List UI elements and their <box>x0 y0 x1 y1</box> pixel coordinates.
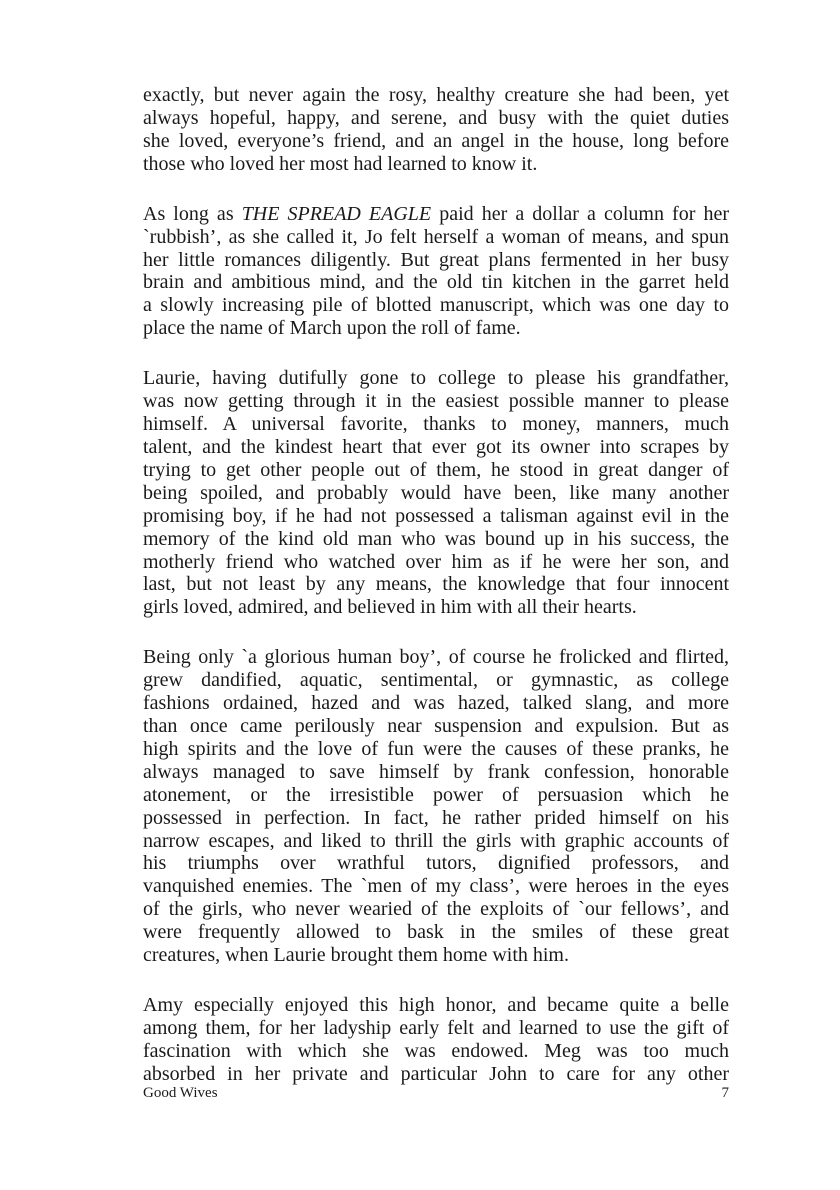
text-segment: As long as <box>143 202 242 225</box>
text-line: of the girls, who never wearied of the exploits of `our fellows’, and <box>143 898 729 921</box>
text-line: girls loved, admired, and believed in him with all their hearts. <box>143 596 637 619</box>
text-line: fashions ordained, hazed and was hazed, talked slang, and more <box>143 692 729 715</box>
text-line: being spoiled, and probably would have been, like many another <box>143 481 729 504</box>
text-line: brain and ambitious mind, and the old tin kitchen in the garret held <box>143 271 729 294</box>
page-footer <box>143 1083 729 1103</box>
text-line: she loved, everyone’s friend, and an angel in the house, long before <box>143 129 729 152</box>
text-line: his triumphs over wrathful tutors, dignified professors, and <box>143 852 729 875</box>
paragraph-2 <box>143 203 729 340</box>
paragraph-1 <box>143 84 729 176</box>
text-line: always hopeful, happy, and serene, and busy with the quiet duties <box>143 106 729 129</box>
text-line: absorbed in her private and particular John to care for any other <box>143 1062 729 1085</box>
text-line: always managed to save himself by frank confession, honorable <box>143 760 729 783</box>
text-line: high spirits and the love of fun were the causes of these pranks, he <box>143 737 729 760</box>
text-line: Amy especially enjoyed this high honor, and became quite a belle <box>143 994 729 1017</box>
text-line: Laurie, having dutifully gone to college to please his grandfather, <box>143 367 729 390</box>
text-segment: paid her a dollar a column for her <box>431 202 729 225</box>
text-line: motherly friend who watched over him as if he were her son, and <box>143 550 729 573</box>
text-line: place the name of March upon the roll of fame. <box>143 317 521 340</box>
text-line: narrow escapes, and liked to thrill the girls with graphic accounts of <box>143 829 729 852</box>
paragraph-4 <box>143 646 729 967</box>
text-line: those who loved her most had learned to know it. <box>143 152 538 175</box>
text-line: trying to get other people out of them, he stood in great danger of <box>143 458 729 481</box>
text-line: were frequently allowed to bask in the smiles of these great <box>143 921 729 944</box>
text-line: a slowly increasing pile of blotted manuscript, which was one day to <box>143 294 729 317</box>
page-number: 7 <box>721 1085 729 1101</box>
text-line: her little romances diligently. But great plans fermented in her busy <box>143 248 729 271</box>
paragraph-5 <box>143 994 729 1086</box>
text-line: creatures, when Laurie brought them home with him. <box>143 944 569 967</box>
text-line: exactly, but never again the rosy, healthy creature she had been, yet <box>143 84 729 106</box>
text-line: possessed in perfection. In fact, he rather prided himself on his <box>143 806 729 829</box>
text-line: grew dandified, aquatic, sentimental, or gymnastic, as college <box>143 669 729 692</box>
text-line: himself. A universal favorite, thanks to money, manners, much <box>143 413 729 436</box>
text-line: atonement, or the irresistible power of persuasion which he <box>143 783 729 806</box>
text-line <box>143 203 729 226</box>
paragraph-3 <box>143 367 729 619</box>
text-line: fascination with which she was endowed. Meg was too much <box>143 1039 729 1062</box>
text-line: among them, for her ladyship early felt and learned to use the gift of <box>143 1017 729 1039</box>
text-line: last, but not least by any means, the knowledge that four innocent <box>143 573 729 596</box>
page-body <box>143 84 729 1113</box>
text-line: Being only `a glorious human boy’, of course he frolicked and flirted, <box>143 646 729 669</box>
newspaper-title: THE SPREAD EAGLE <box>241 202 432 225</box>
text-line: than once came perilously near suspension and expulsion. But as <box>143 715 729 738</box>
text-line: `rubbish’, as she called it, Jo felt herself a woman of means, and spun <box>143 225 729 248</box>
text-line: talent, and the kindest heart that ever got its owner into scrapes by <box>143 435 729 458</box>
text-line: promising boy, if he had not possessed a talisman against evil in the <box>143 504 729 527</box>
book-title: Good Wives <box>143 1085 218 1101</box>
text-line: memory of the kind old man who was bound up in his success, the <box>143 527 729 550</box>
text-line: vanquished enemies. The `men of my class’, were heroes in the eyes <box>143 875 729 898</box>
text-line: was now getting through it in the easiest possible manner to please <box>143 390 729 413</box>
